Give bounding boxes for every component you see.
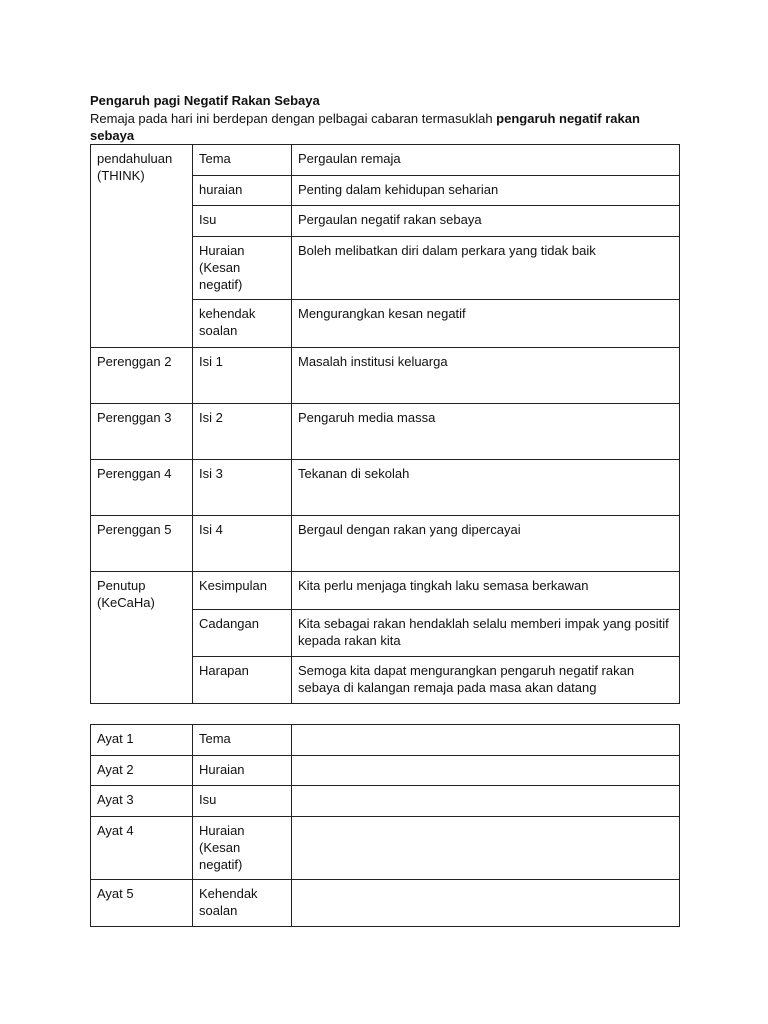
description-cell: Boleh melibatkan diri dalam perkara yang tidak baik — [292, 237, 680, 300]
document-page — [90, 92, 679, 927]
item-cell: Tema — [193, 725, 292, 756]
item-cell: Isu — [193, 786, 292, 817]
item-cell: Isi 2 — [193, 404, 292, 460]
section-label-cell: Perenggan 4 — [91, 460, 193, 516]
answer-cell — [292, 880, 680, 927]
item-cell: Cadangan — [193, 610, 292, 657]
item-cell: Kesimpulan — [193, 572, 292, 610]
table-row — [91, 145, 680, 176]
section-label-cell: Perenggan 3 — [91, 404, 193, 460]
table-row — [91, 572, 680, 610]
answer-cell — [292, 756, 680, 786]
description-cell: Kita perlu menjaga tingkah laku semasa berkawan — [292, 572, 680, 610]
description-cell: Penting dalam kehidupan seharian — [292, 176, 680, 206]
section-label-cell: pendahuluan (THINK) — [91, 145, 193, 348]
essay-outline-table — [90, 144, 680, 704]
item-cell: Isu — [193, 206, 292, 237]
item-cell: Huraian — [193, 756, 292, 786]
answer-cell — [292, 817, 680, 880]
section-label-cell: Penutup (KeCaHa) — [91, 572, 193, 704]
item-cell: Isi 3 — [193, 460, 292, 516]
answer-cell — [292, 786, 680, 817]
table-row — [91, 880, 680, 927]
item-cell: huraian — [193, 176, 292, 206]
description-cell: Pengaruh media massa — [292, 404, 680, 460]
description-cell: Masalah institusi keluarga — [292, 348, 680, 404]
description-cell: Semoga kita dapat mengurangkan pengaruh negatif rakan sebaya di kalangan remaja pada masa akan datang — [292, 657, 680, 704]
item-cell: Kehendak soalan — [193, 880, 292, 927]
document-title: Pengaruh pagi Negatif Rakan Sebaya — [90, 93, 320, 108]
table-row — [91, 348, 680, 404]
section-label-cell: Perenggan 2 — [91, 348, 193, 404]
description-cell: Bergaul dengan rakan yang dipercayai — [292, 516, 680, 572]
table-row — [91, 404, 680, 460]
description-cell: Kita sebagai rakan hendaklah selalu memberi impak yang positif kepada rakan kita — [292, 610, 680, 657]
sentence-table — [90, 724, 680, 927]
table-row — [91, 756, 680, 786]
table-row — [91, 786, 680, 817]
table-row — [91, 817, 680, 880]
item-cell: Isi 1 — [193, 348, 292, 404]
description-cell: Tekanan di sekolah — [292, 460, 680, 516]
description-cell: Mengurangkan kesan negatif — [292, 300, 680, 348]
answer-cell — [292, 725, 680, 756]
item-cell: Huraian (Kesan negatif) — [193, 817, 292, 880]
section-label-cell: Perenggan 5 — [91, 516, 193, 572]
sentence-label-cell: Ayat 3 — [91, 786, 193, 817]
table-row — [91, 460, 680, 516]
item-cell: Isi 4 — [193, 516, 292, 572]
item-cell: Tema — [193, 145, 292, 176]
item-cell: kehendak soalan — [193, 300, 292, 348]
item-cell: Huraian (Kesan negatif) — [193, 237, 292, 300]
description-cell: Pergaulan remaja — [292, 145, 680, 176]
description-cell: Pergaulan negatif rakan sebaya — [292, 206, 680, 237]
intro-paragraph — [90, 110, 679, 144]
intro-text: Remaja pada hari ini berdepan dengan pelbagai cabaran termasuklah — [90, 111, 497, 126]
sentence-label-cell: Ayat 5 — [91, 880, 193, 927]
intro-bold-text: pengaruh negatif rakan sebaya — [90, 111, 640, 143]
sentence-label-cell: Ayat 4 — [91, 817, 193, 880]
sentence-label-cell: Ayat 1 — [91, 725, 193, 756]
sentence-label-cell: Ayat 2 — [91, 756, 193, 786]
table-row — [91, 725, 680, 756]
table-row — [91, 516, 680, 572]
item-cell: Harapan — [193, 657, 292, 704]
